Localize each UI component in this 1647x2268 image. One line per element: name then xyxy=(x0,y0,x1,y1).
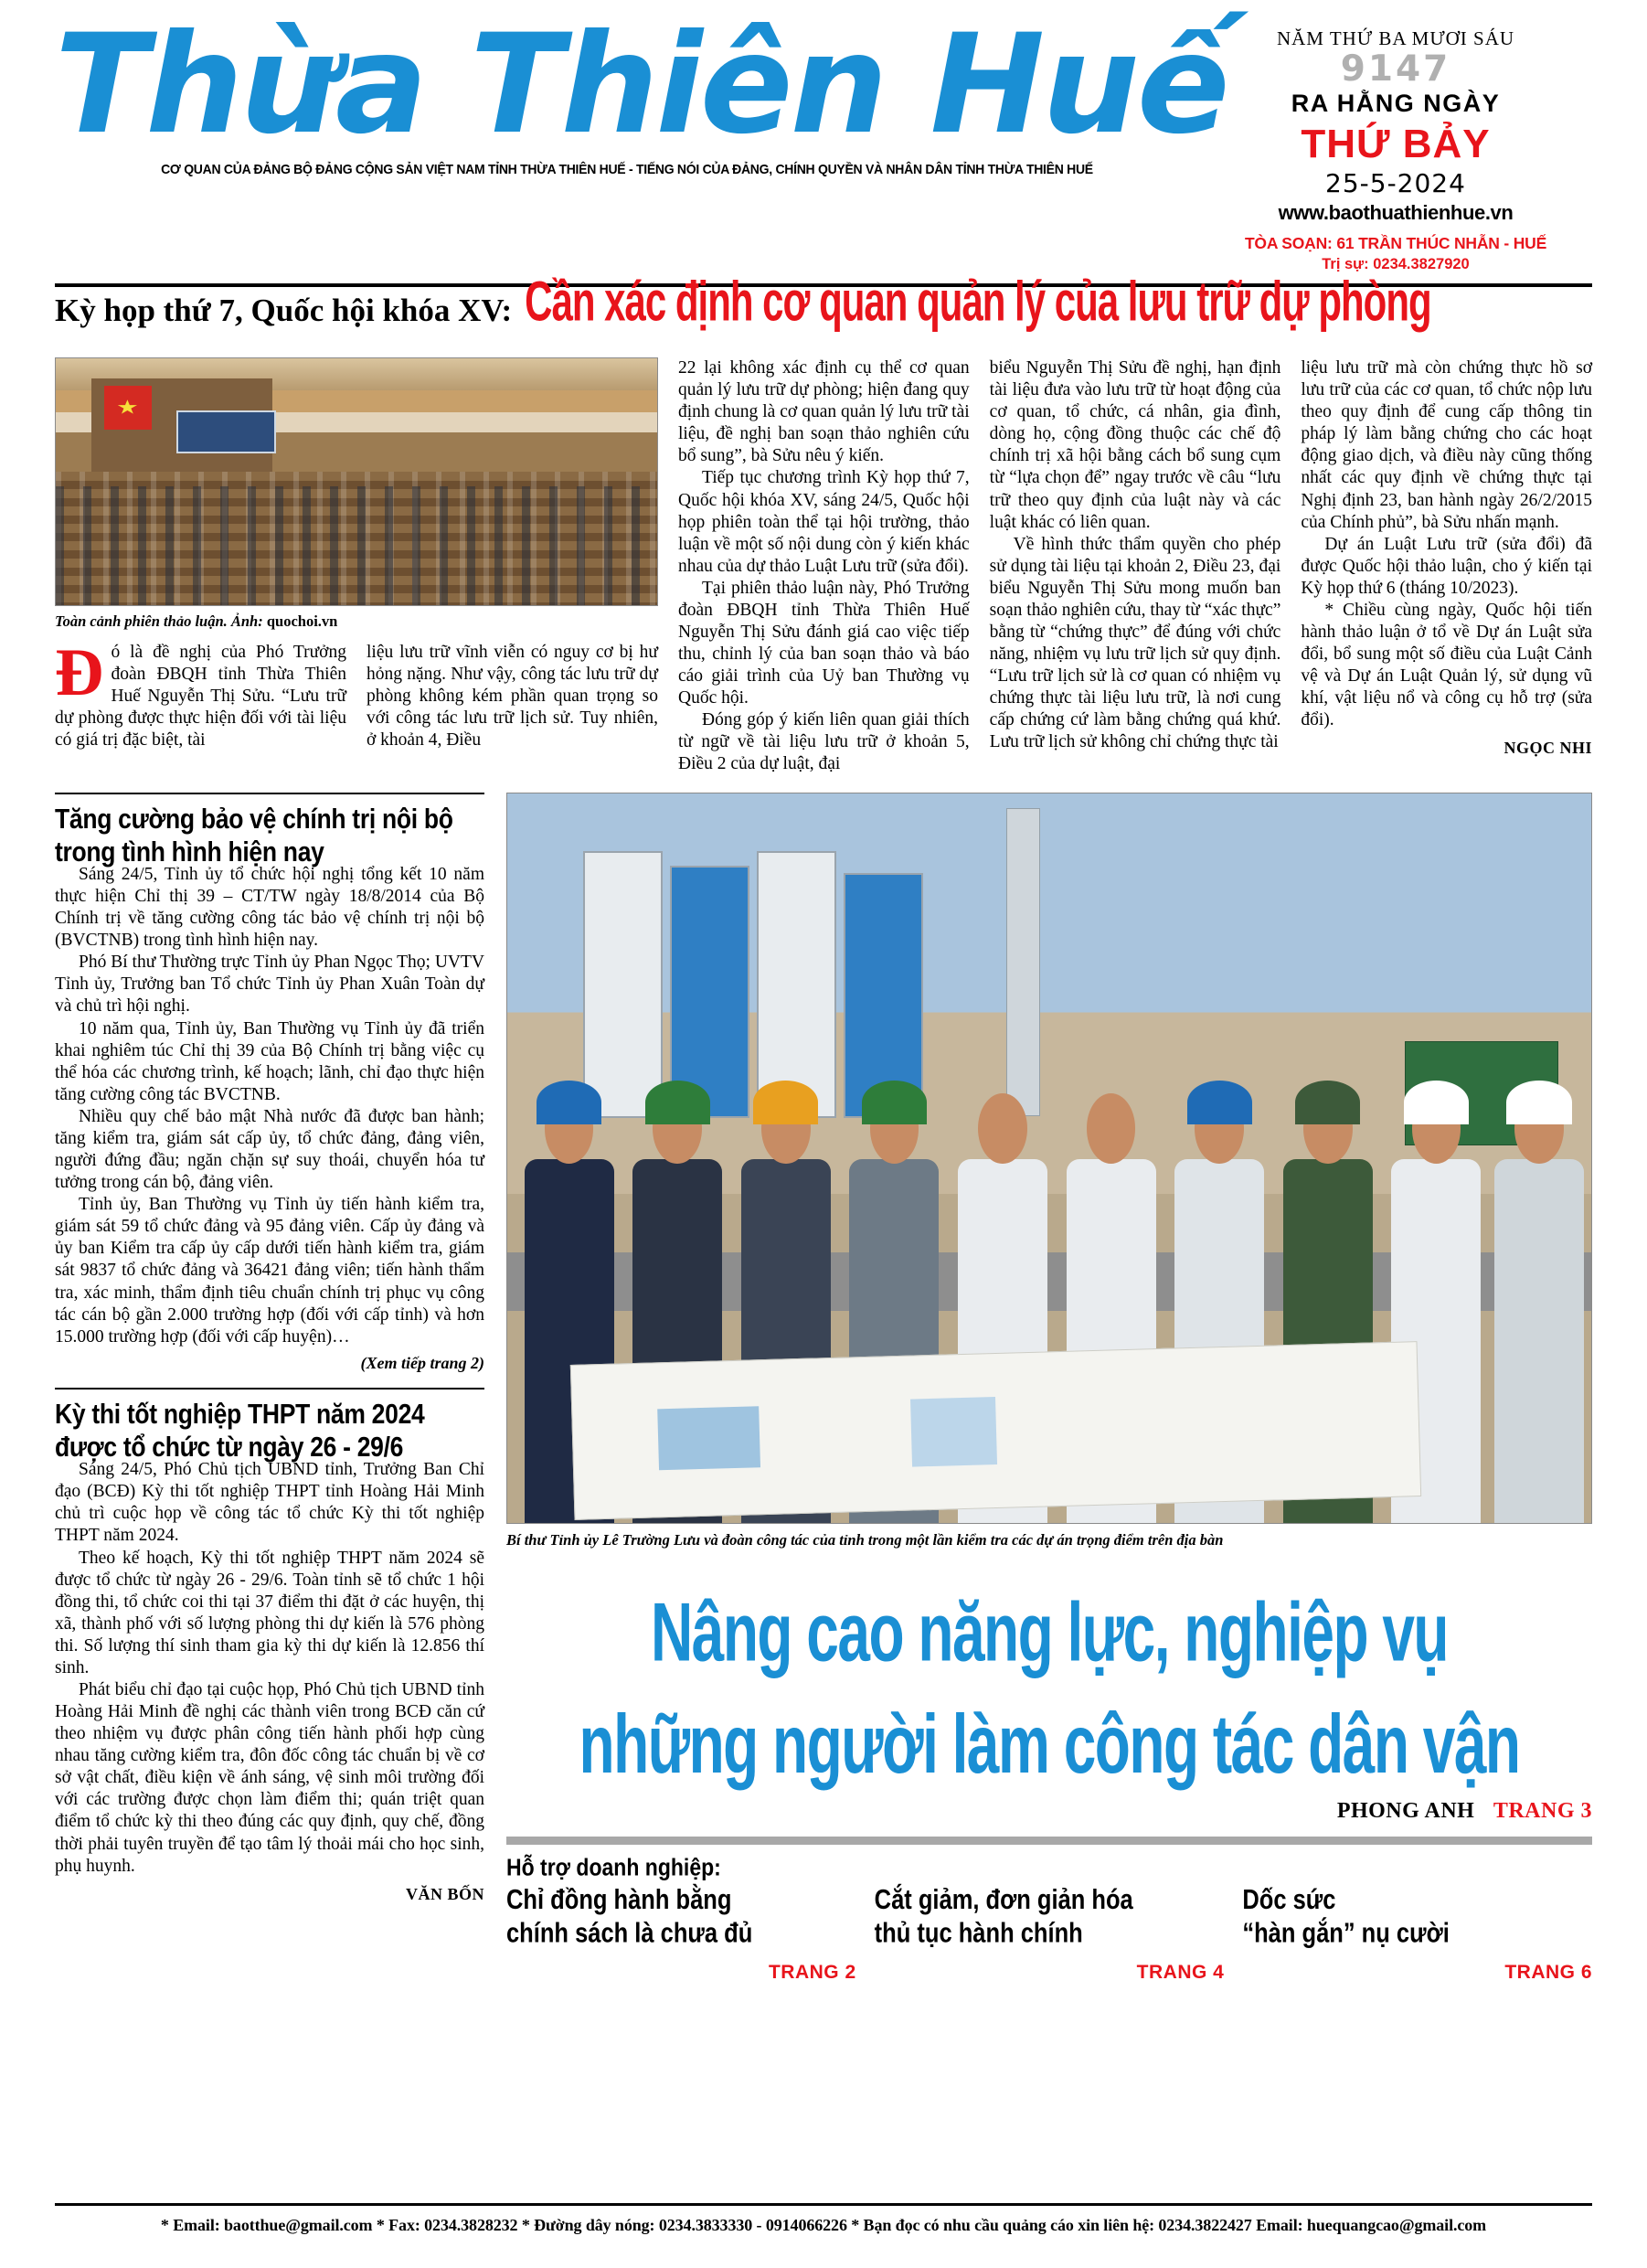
paragraph: Phó Bí thư Thường trực Tỉnh ủy Phan Ngọc Thọ; UVTV Tỉnh ủy, Trưởng ban Tổ chức Tỉnh ủy Phan Xuân Toàn dự và chủ trì hội nghị. xyxy=(55,953,484,1017)
teaser-title xyxy=(1242,1884,1592,1951)
paragraph: Phát biểu chỉ đạo tại cuộc họp, Phó Chủ tịch UBND tỉnh Hoàng Hải Minh đề nghị các thành viên trong BCĐ căn cứ theo nhiệm vụ được phân công tiến hành phối hợp cùng nhau tăng cường kiểm tra, đôn đốc công tác chuẩn bị về cơ sở vật chất, điều kiện về ánh sáng, vệ sinh môi trường đối với các trường được chọn làm điểm thi; quán triệt quan điểm tổ chức kỳ thi theo đúng các quy định, quy chế, đồng thời phải tuyên truyền để tạo tâm lý thoải mái cho học sinh, phụ huynh. xyxy=(55,1679,484,1876)
assembly-hall-photo xyxy=(55,357,658,606)
projection-screen xyxy=(176,410,276,453)
paragraph: 10 năm qua, Tỉnh ủy, Ban Thường vụ Tỉnh ủy đã triển khai nghiêm túc Chỉ thị 39 của Bộ Chính trị bằng việc cụ thể hóa các chương trình, kế hoạch; lãnh, chỉ đạo thực hiện tăng cường công tác BVCTNB. xyxy=(55,1018,484,1104)
frequency-label: RA HẰNG NGÀY xyxy=(1291,89,1501,117)
top-story-column-2 xyxy=(678,357,970,775)
teaser-title xyxy=(506,1884,856,1951)
teaser-item[interactable] xyxy=(1242,1884,1592,1983)
office-address: TÒA SOẠN: 61 TRẦN THÚC NHẪN - HUẾ xyxy=(1244,234,1547,252)
silo xyxy=(583,851,663,1117)
teaser-list xyxy=(506,1884,1592,1983)
feature-page-ref[interactable]: TRANG 3 xyxy=(1493,1799,1592,1824)
section-divider xyxy=(55,793,484,794)
delegates xyxy=(56,486,657,605)
top-story-body xyxy=(55,357,1592,775)
top-story-column-4 xyxy=(1301,357,1592,775)
feature-byline: PHONG ANH xyxy=(1336,1799,1475,1824)
teaser-line-1: Chỉ đồng hành bằng xyxy=(506,1885,732,1916)
drop-cap: Đ xyxy=(55,634,104,710)
paragraph: Nhiều quy chế bảo mật Nhà nước đã được ban hành; tăng kiểm tra, giám sát cấp ủy, tổ chức đảng, đảng viên, người đứng đầu; ngăn chặn sự suy thoái, chuyển hóa tư tưởng trong cán bộ, đảng viên. xyxy=(55,1106,484,1193)
article-exam xyxy=(55,1398,484,1904)
publication-year-label: NĂM THỨ BA MƯƠI SÁU xyxy=(1276,27,1515,49)
teaser-line-2: chính sách là chưa đủ xyxy=(506,1919,753,1950)
lead-left-text: ó là đề nghị của Phó Trưởng đoàn ĐBQH tỉnh Thừa Thiên Huế Nguyễn Thị Sửu. “Lưu trữ dự phòng được thực hiện đối với tài liệu có giá trị đặc biệt, tài xyxy=(55,642,346,751)
newspaper-logo-title: Thừa Thiên Huế xyxy=(55,5,1227,165)
paragraph: 22 lại không xác định cụ thể cơ quan quản lý lưu trữ dự phòng; hiện đang quy định chung là cơ quan quản lý lưu trữ tài liệu, đề nghị ban soạn thảo nghiên cứu bổ sung”, bà Sửu nêu ý kiến. xyxy=(678,358,970,466)
issue-number: 9147 xyxy=(1340,48,1451,90)
lead-paragraph-left xyxy=(55,634,346,751)
top-story-headline-row xyxy=(55,270,1592,334)
paragraph: biểu Nguyễn Thị Sửu đề nghị, hạn định tài liệu đưa vào lưu trữ từ hoạt động của cơ quan, tổ chức, cá nhân, gia đình, dòng họ, cộng đồng thuộc các chế độ chính trị xã hội bằng cách bổ sung cụm từ “lựa chọn để” ngay trước về câu “lưu trữ theo quy định của luật này và các luật khác có liên quan. xyxy=(989,358,1281,532)
article-exam-headline[interactable] xyxy=(55,1398,484,1463)
teaser-title xyxy=(875,1884,1225,1951)
newspaper-tagline: CƠ QUAN CỦA ĐẢNG BỘ ĐẢNG CỘNG SẢN VIỆT NAM TỈNH THỪA THIÊN HUẾ - TIẾNG NÓI CỦA ĐẢNG, CHÍNH QUYỀN VÀ NHÂN DÂN TỈNH THỪA THIÊN HUẾ xyxy=(161,163,1093,177)
teaser-page-ref[interactable]: TRANG 2 xyxy=(768,1961,856,1983)
right-column xyxy=(506,793,1592,1984)
headline-line-1: Kỳ thi tốt nghiệp THPT năm 2024 xyxy=(55,1397,425,1430)
teaser-item[interactable] xyxy=(875,1884,1225,1983)
vietnam-flag-icon xyxy=(104,386,153,431)
paragraph: * Chiều cùng ngày, Quốc hội tiến hành thảo luận ở tổ về Dự án Luật sửa đổi, bổ sung một số điều của Luật Cảnh vệ và Dự án Luật Quản lý, sử dụng vũ khí, vật liệu nổ và công cụ hỗ trợ (sửa đổi). xyxy=(1301,600,1593,730)
weekday-label: THỨ BẢY xyxy=(1301,121,1491,166)
lead-column-1 xyxy=(55,634,346,751)
headline-line-2: những người làm công tác dân vận xyxy=(579,1697,1520,1792)
top-story-left-block xyxy=(55,357,658,775)
headline-line-1: Nâng cao năng lực, nghiệp vụ xyxy=(651,1585,1448,1679)
paragraph: Sáng 24/5, Phó Chủ tịch UBND tỉnh, Trưởng Ban Chỉ đạo (BCĐ) Kỳ thi tốt nghiệp THPT tỉnh Hoàng Hải Minh chủ trì cuộc họp về công tác tổ chức Kỳ thi tốt nghiệp THPT năm 2024. xyxy=(55,1460,484,1546)
publication-date: 25-5-2024 xyxy=(1325,168,1466,199)
article-security-headline[interactable] xyxy=(55,803,484,868)
headline-line-1: Tăng cường bảo vệ chính trị nội bộ xyxy=(55,802,453,835)
teaser-section-kicker: Hỗ trợ doanh nghiệp: xyxy=(506,1854,721,1881)
left-column xyxy=(55,793,484,1984)
paragraph: Tỉnh ủy, Ban Thường vụ Tỉnh ủy tiến hành kiểm tra, giám sát 59 tổ chức đảng và 95 đảng viên. Cấp ủy đảng và ủy ban Kiểm tra cấp ủy cấp dưới tiến hành kiểm tra, giám sát 9837 tổ chức đảng và 36421 đảng viên; tiến hành thẩm tra, xác minh, thẩm định tiêu chuẩn chính trị phục vụ công tác cán bộ gần 2.000 trường hợp (đối với cấp tỉnh) và hơn 15.000 trường hợp (đối với cấp huyện)… xyxy=(55,1195,484,1347)
teaser-line-2: thủ tục hành chính xyxy=(874,1919,1083,1950)
top-story-headline[interactable]: Cần xác định cơ quan quản lý của lưu trữ dự phòng xyxy=(525,270,1431,333)
teaser-line-1: Dốc sức xyxy=(1242,1885,1336,1916)
paragraph: Đóng góp ý kiến liên quan giải thích từ ngữ về tài liệu lưu trữ ở khoản 5, Điều 2 của dự luật, đại xyxy=(678,710,970,774)
paragraph: Sáng 24/5, Tỉnh ủy tổ chức hội nghị tổng kết 10 năm thực hiện Chỉ thị 39 – CT/TW ngày 18/8/2014 của Bộ Chính trị về tăng cường công tác bảo vệ chính trị nội bộ (BVCTNB) trong tình hình hiện nay. xyxy=(55,865,484,951)
top-story-photo-caption xyxy=(55,612,658,631)
top-story-kicker: Kỳ họp thứ 7, Quốc hội khóa XV: xyxy=(55,293,513,329)
feature-headline[interactable] xyxy=(506,1585,1592,1792)
paragraph: Theo kế hoạch, Kỳ thi tốt nghiệp THPT năm 2024 sẽ được tổ chức từ ngày 26 - 29/6. Toàn tỉnh sẽ tổ chức 1 hội đồng thi, tổ chức coi thi tại 37 điểm thi đặt ở các huyện, thị xã, thành phố với số lượng phòng thi dự kiến là 576 phòng thi. Số lượng thí sinh tham gia kỳ thi dự kiến là 12.856 thí sinh. xyxy=(55,1548,484,1677)
lead-paragraph-columns xyxy=(55,634,658,751)
lower-section xyxy=(0,793,1647,1984)
paragraph: liệu lưu trữ mà còn chứng thực hồ sơ lưu trữ của các cơ quan, tổ chức nộp lưu theo quy định để cung cấp thông tin pháp lý làm bằng chứng cho các hoạt động giao dịch, và điều này cũng thống nhất các quy định về chứng thực tại Nghị định 23, ban hành ngày 26/2/2015 của Chính phủ”, bà Sửu nhấn mạnh. xyxy=(1301,358,1593,532)
footer-contact-line: * Email: baotthue@gmail.com * Fax: 0234.3828232 * Đường dây nóng: 0234.3833330 - 0914066226 * Bạn đọc có nhu cầu quảng cáo xin liên hệ: 0234.3822427 Email: huequangcao@gmail.com xyxy=(160,2216,1487,2234)
masthead xyxy=(0,0,1647,274)
teaser-item[interactable] xyxy=(506,1884,856,1983)
tower xyxy=(1006,808,1041,1116)
lead-column-2 xyxy=(367,642,658,751)
teaser-line-1: Cắt giảm, đơn giản hóa xyxy=(874,1885,1133,1916)
article-exam-byline: VĂN BỐN xyxy=(405,1884,484,1903)
masthead-info-block xyxy=(1199,16,1592,274)
teaser-page-ref[interactable]: TRANG 6 xyxy=(1504,1961,1593,1983)
feature-byline-row xyxy=(506,1799,1592,1824)
feature-photo-caption: Bí thư Tỉnh ủy Lê Trường Lưu và đoàn công tác của tỉnh trong một lần kiểm tra các dự án trọng điểm trên địa bàn xyxy=(506,1530,1224,1549)
construction-site-illustration xyxy=(507,793,1591,1523)
top-story xyxy=(0,270,1647,775)
paragraph: Dự án Luật Lưu trữ (sửa đổi) đã được Quốc hội thảo luận, cho ý kiến tại Kỳ họp thứ 6 (tháng 10/2023). xyxy=(1301,534,1593,598)
silo xyxy=(757,851,836,1117)
paragraph: Về hình thức thẩm quyền cho phép sử dụng tài liệu tại khoản 2, Điều 23, đại biểu Nguyễn Thị Sửu mong muốn ban soạn thảo nghiên cứu, thay từ “xác thực” bằng từ “chứng thực” để đúng với chức năng, nhiệm vụ lưu trữ lịch sử quy định. “Lưu trữ lịch sử là cơ quan có nhiệm vụ chứng thực tài liệu lưu trữ, là nơi cung cấp chứng cứ làm bằng chứng quá khứ. Lưu trữ lịch sử không chỉ chứng thực tài xyxy=(989,534,1281,752)
office-phone: Trị sự: 0234.3827920 xyxy=(1322,255,1470,272)
paragraph: Tiếp tục chương trình Kỳ họp thứ 7, Quốc hội khóa XV, sáng 24/5, Quốc hội họp phiên toàn thể tại hội trường, thảo luận về một số nội dung còn ý kiến khác nhau của dự thảo Luật Lưu trữ (sửa đổi). xyxy=(678,468,970,576)
masthead-left xyxy=(55,5,1227,177)
lead-paragraph-right: liệu lưu trữ vĩnh viễn có nguy cơ bị hư hỏng nặng. Như vậy, công tác lưu trữ dự phòng không kém phần quan trọng so với công tác lưu trữ lịch sử. Tuy nhiên, ở khoản 4, Điều xyxy=(367,642,658,751)
headline-line-2: được tổ chức từ ngày 26 - 29/6 xyxy=(55,1430,404,1463)
assembly-hall-illustration xyxy=(56,358,657,605)
paragraph: Tại phiên thảo luận này, Phó Trưởng đoàn ĐBQH tỉnh Thừa Thiên Huế Nguyễn Thị Sửu đánh giá cao việc tiếp thu, chỉnh lý của ban soạn thảo và báo cáo giải trình của Uỷ ban Thường vụ Quốc hội. xyxy=(678,578,970,708)
photo-credit: quochoi.vn xyxy=(266,612,338,631)
top-story-byline: NGỌC NHI xyxy=(1504,739,1593,758)
teaser-line-2: “hàn gắn” nụ cười xyxy=(1242,1919,1450,1950)
headline-line-2: trong tình hình hiện nay xyxy=(55,835,324,867)
blueprint-document xyxy=(570,1341,1421,1519)
teaser-divider xyxy=(506,1837,1592,1845)
inspection-site-photo xyxy=(506,793,1592,1524)
article-security xyxy=(55,803,484,1373)
caption-text: Toàn cảnh phiên thảo luận. Ảnh: xyxy=(55,612,263,631)
website-url[interactable]: www.baothuathienhue.vn xyxy=(1278,201,1514,225)
top-story-column-3 xyxy=(990,357,1281,775)
section-divider xyxy=(55,1388,484,1390)
teaser-page-ref[interactable]: TRANG 4 xyxy=(1136,1961,1225,1983)
continued-note[interactable]: (Xem tiếp trang 2) xyxy=(360,1353,484,1372)
footer-block xyxy=(0,2203,1647,2235)
